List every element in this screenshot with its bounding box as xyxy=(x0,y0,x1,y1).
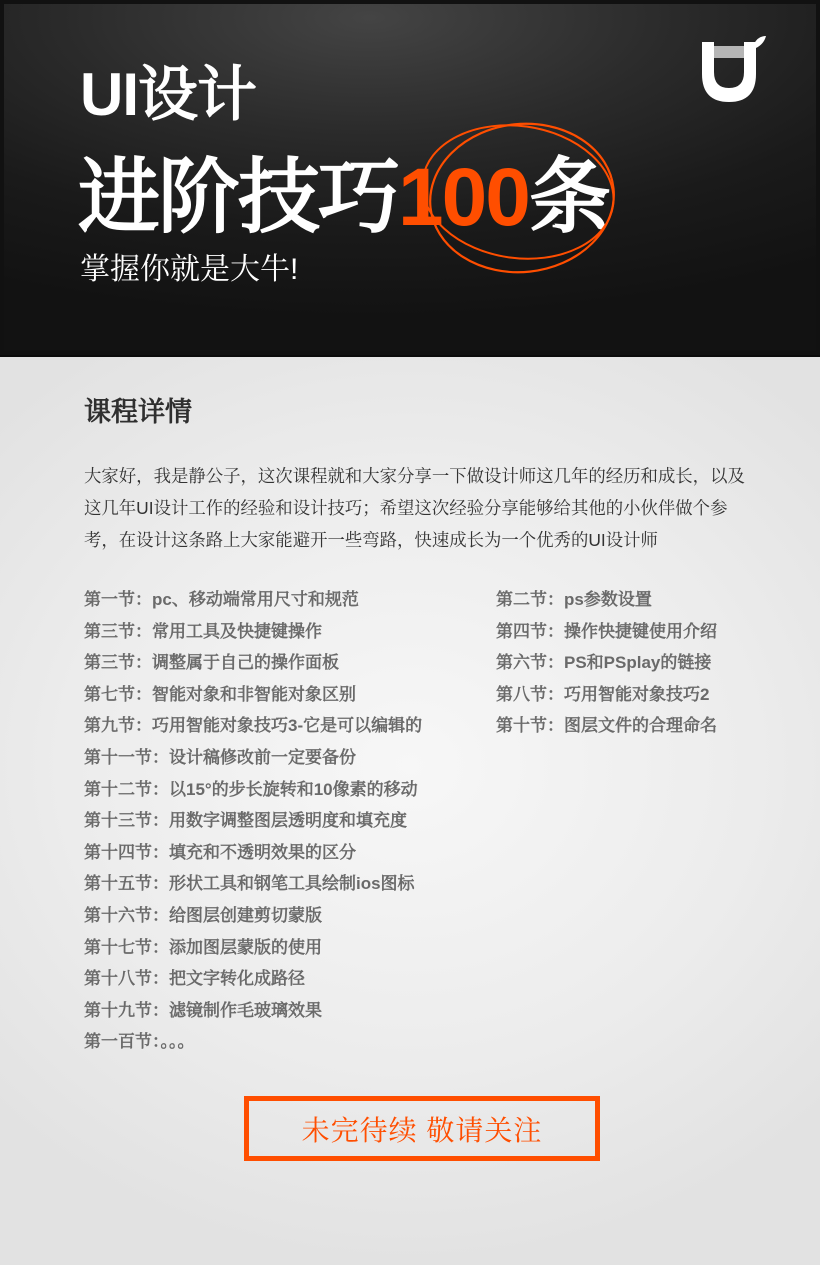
lesson-item: 第二节：ps参数设置 xyxy=(496,590,652,609)
header-banner xyxy=(0,0,820,357)
banner-title-line1: UI设计 xyxy=(80,61,256,128)
lesson-item: 第三节：调整属于自己的操作面板 xyxy=(84,653,339,673)
banner-title-number: 100 xyxy=(398,152,529,243)
lesson-item: 第九节：巧用智能对象技巧3-它是可以编辑的 xyxy=(84,716,423,736)
banner-title-prefix: 进阶技巧 xyxy=(78,152,399,243)
intro-paragraph: 大家好，我是静公子，这次课程就和大家分享一下做设计师这几年的经历和成长，以及这几年UI设计工作的经验和设计技巧；希望这次经验分享能够给其他的小伙伴做个参考，在设计这条路上大家能避开一些弯路，快速成长为一个优秀的UI设计师 xyxy=(84,466,745,550)
lesson-item: 第七节：智能对象和非智能对象区别 xyxy=(84,684,356,704)
section-title: 课程详情 xyxy=(84,397,192,427)
coming-soon-button[interactable] xyxy=(244,1096,600,1161)
lesson-item: 第十节：图层文件的合理命名 xyxy=(496,716,717,736)
lesson-item: 第十三节：用数字调整图层透明度和填充度 xyxy=(84,811,407,831)
lesson-item: 第十七节：添加图层蒙版的使用 xyxy=(84,937,322,957)
lesson-item: 第十一节：设计稿修改前一定要备份 xyxy=(84,748,356,767)
u-letter-logo-icon xyxy=(696,34,766,106)
banner-title-suffix: 条 xyxy=(528,152,609,243)
lesson-item: 第十四节：填充和不透明效果的区分 xyxy=(84,842,356,862)
lesson-item: 第十八节：把文字转化成路径 xyxy=(84,969,305,989)
lesson-item: 第一百节：。。。 xyxy=(84,1032,195,1052)
coming-soon-label: 未完待续 敬请关注 xyxy=(301,1114,543,1146)
lesson-item: 第三节：常用工具及快捷键操作 xyxy=(84,621,322,641)
lesson-item: 第六节：PS和PSplay的链接 xyxy=(496,653,712,673)
lesson-item: 第十六节：给图层创建剪切蒙版 xyxy=(84,906,322,925)
banner-subtitle: 掌握你就是大牛! xyxy=(80,253,299,286)
banner-title-line2 xyxy=(78,148,609,248)
lesson-item: 第十二节：以15°的步长旋转和10像素的移动 xyxy=(84,779,418,799)
lesson-item: 第十九节：滤镜制作毛玻璃效果 xyxy=(84,1000,322,1020)
lesson-item: 第一节：pc、移动端常用尺寸和规范 xyxy=(84,590,359,609)
lesson-item: 第八节：巧用智能对象技巧2 xyxy=(496,684,710,704)
lesson-item: 第十五节：形状工具和钢笔工具绘制ios图标 xyxy=(84,874,415,894)
lesson-item: 第四节：操作快捷键使用介绍 xyxy=(496,621,717,641)
